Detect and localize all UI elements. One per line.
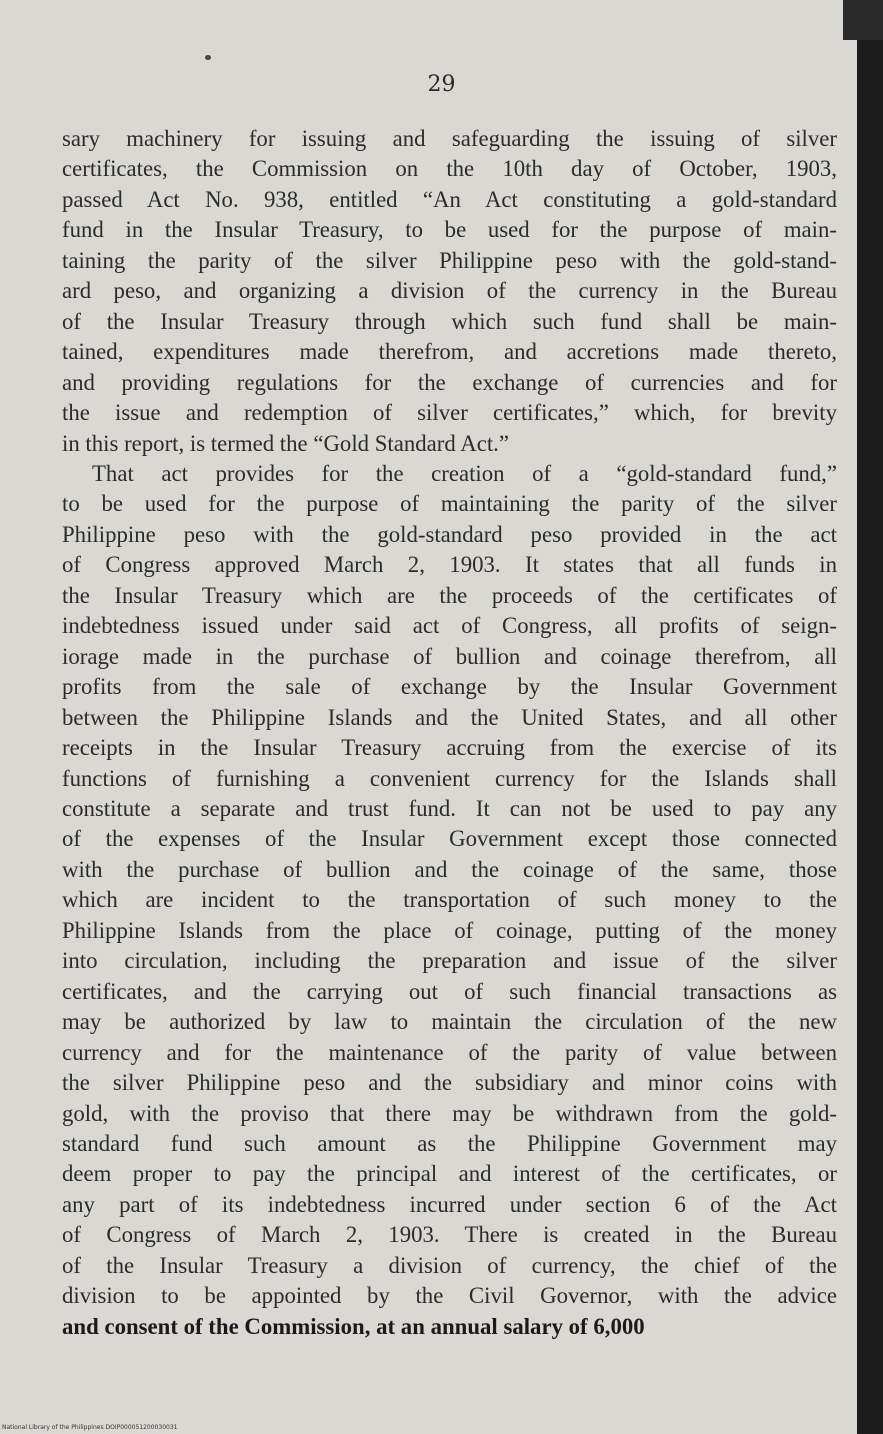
text-line: fund in the Insular Treasury, to be used for the purpose of main- bbox=[62, 217, 837, 243]
text-line: functions of furnishing a convenient currency for the Islands shall bbox=[62, 765, 837, 791]
scan-edge-corner bbox=[843, 0, 883, 40]
text-line: certificates, the Commission on the 10th day of October, 1903, bbox=[62, 156, 837, 182]
text-line: iorage made in the purchase of bullion and coinage therefrom, all bbox=[62, 643, 837, 669]
text-line: tained, expenditures made therefrom, and accretions made thereto, bbox=[62, 339, 837, 365]
text-line: Philippine Islands from the place of coinage, putting of the money bbox=[62, 917, 837, 943]
text-line: ard peso, and organizing a division of the currency in the Bureau bbox=[62, 278, 837, 304]
text-line: deem proper to pay the principal and interest of the certificates, or bbox=[62, 1161, 837, 1187]
text-line: in this report, is termed the “Gold Standard Act.” bbox=[62, 430, 509, 456]
text-line: division to be appointed by the Civil Governor, with the advice bbox=[62, 1283, 837, 1309]
text-line: of Congress of March 2, 1903. There is created in the Bureau bbox=[62, 1222, 837, 1248]
text-line: may be authorized by law to maintain the circulation of the new bbox=[62, 1009, 837, 1035]
text-line: which are incident to the transportation of such money to the bbox=[62, 887, 837, 913]
text-line: into circulation, including the preparation and issue of the silver bbox=[62, 948, 837, 974]
body-text bbox=[62, 124, 837, 1342]
text-line: sary machinery for issuing and safeguarding the issuing of silver bbox=[62, 126, 837, 151]
paragraph-gold-standard-fund bbox=[62, 459, 837, 1342]
text-line: the silver Philippine peso and the subsidiary and minor coins with bbox=[62, 1070, 837, 1096]
text-line: receipts in the Insular Treasury accruing from the exercise of its bbox=[62, 735, 837, 761]
text-line: standard fund such amount as the Philippine Government may bbox=[62, 1130, 837, 1156]
scan-edge-shadow bbox=[857, 0, 883, 1434]
text-line: with the purchase of bullion and the coinage of the same, those bbox=[62, 856, 837, 882]
text-line: the Insular Treasury which are the proceeds of the certificates of bbox=[62, 582, 837, 608]
paragraph-gold-standard-act bbox=[62, 124, 837, 459]
text-line: of the expenses of the Insular Government except those connected bbox=[62, 826, 837, 852]
text-line: the issue and redemption of silver certificates,” which, for brevity bbox=[62, 400, 837, 426]
text-line: passed Act No. 938, entitled “An Act constituting a gold-standard bbox=[62, 186, 837, 212]
scan-footer-credit: National Library of the Philippines DOIP000051200030031 bbox=[2, 1424, 178, 1431]
text-line: of the Insular Treasury a division of currency, the chief of the bbox=[62, 1252, 837, 1278]
page-number: 29 bbox=[427, 72, 456, 97]
text-line: of Congress approved March 2, 1903. It states that all funds in bbox=[62, 552, 837, 578]
text-line: profits from the sale of exchange by the Insular Government bbox=[62, 674, 837, 700]
text-line: Philippine peso with the gold-standard peso provided in the act bbox=[62, 521, 837, 547]
text-line: certificates, and the carrying out of such financial transactions as bbox=[62, 978, 837, 1004]
text-line: to be used for the purpose of maintaining the parity of the silver bbox=[62, 491, 837, 517]
text-line: constitute a separate and trust fund. It can not be used to pay any bbox=[62, 795, 837, 821]
text-line: any part of its indebtedness incurred under section 6 of the Act bbox=[62, 1191, 837, 1217]
text-line: taining the parity of the silver Philippine peso with the gold-stand- bbox=[62, 247, 837, 273]
text-line: indebtedness issued under said act of Congress, all profits of seign- bbox=[62, 613, 837, 639]
text-line: and providing regulations for the exchange of currencies and for bbox=[62, 369, 837, 395]
text-line: of the Insular Treasury through which such fund shall be main- bbox=[62, 308, 837, 334]
text-line: between the Philippine Islands and the United States, and all other bbox=[62, 704, 837, 730]
text-line: currency and for the maintenance of the parity of value between bbox=[62, 1039, 837, 1065]
ink-smudge bbox=[205, 55, 211, 60]
text-line: That act provides for the creation of a “gold-standard fund,” bbox=[92, 460, 837, 486]
text-line: gold, with the proviso that there may be withdrawn from the gold- bbox=[62, 1100, 837, 1126]
text-line: and consent of the Commission, at an annual salary of 6,000 bbox=[62, 1313, 645, 1339]
